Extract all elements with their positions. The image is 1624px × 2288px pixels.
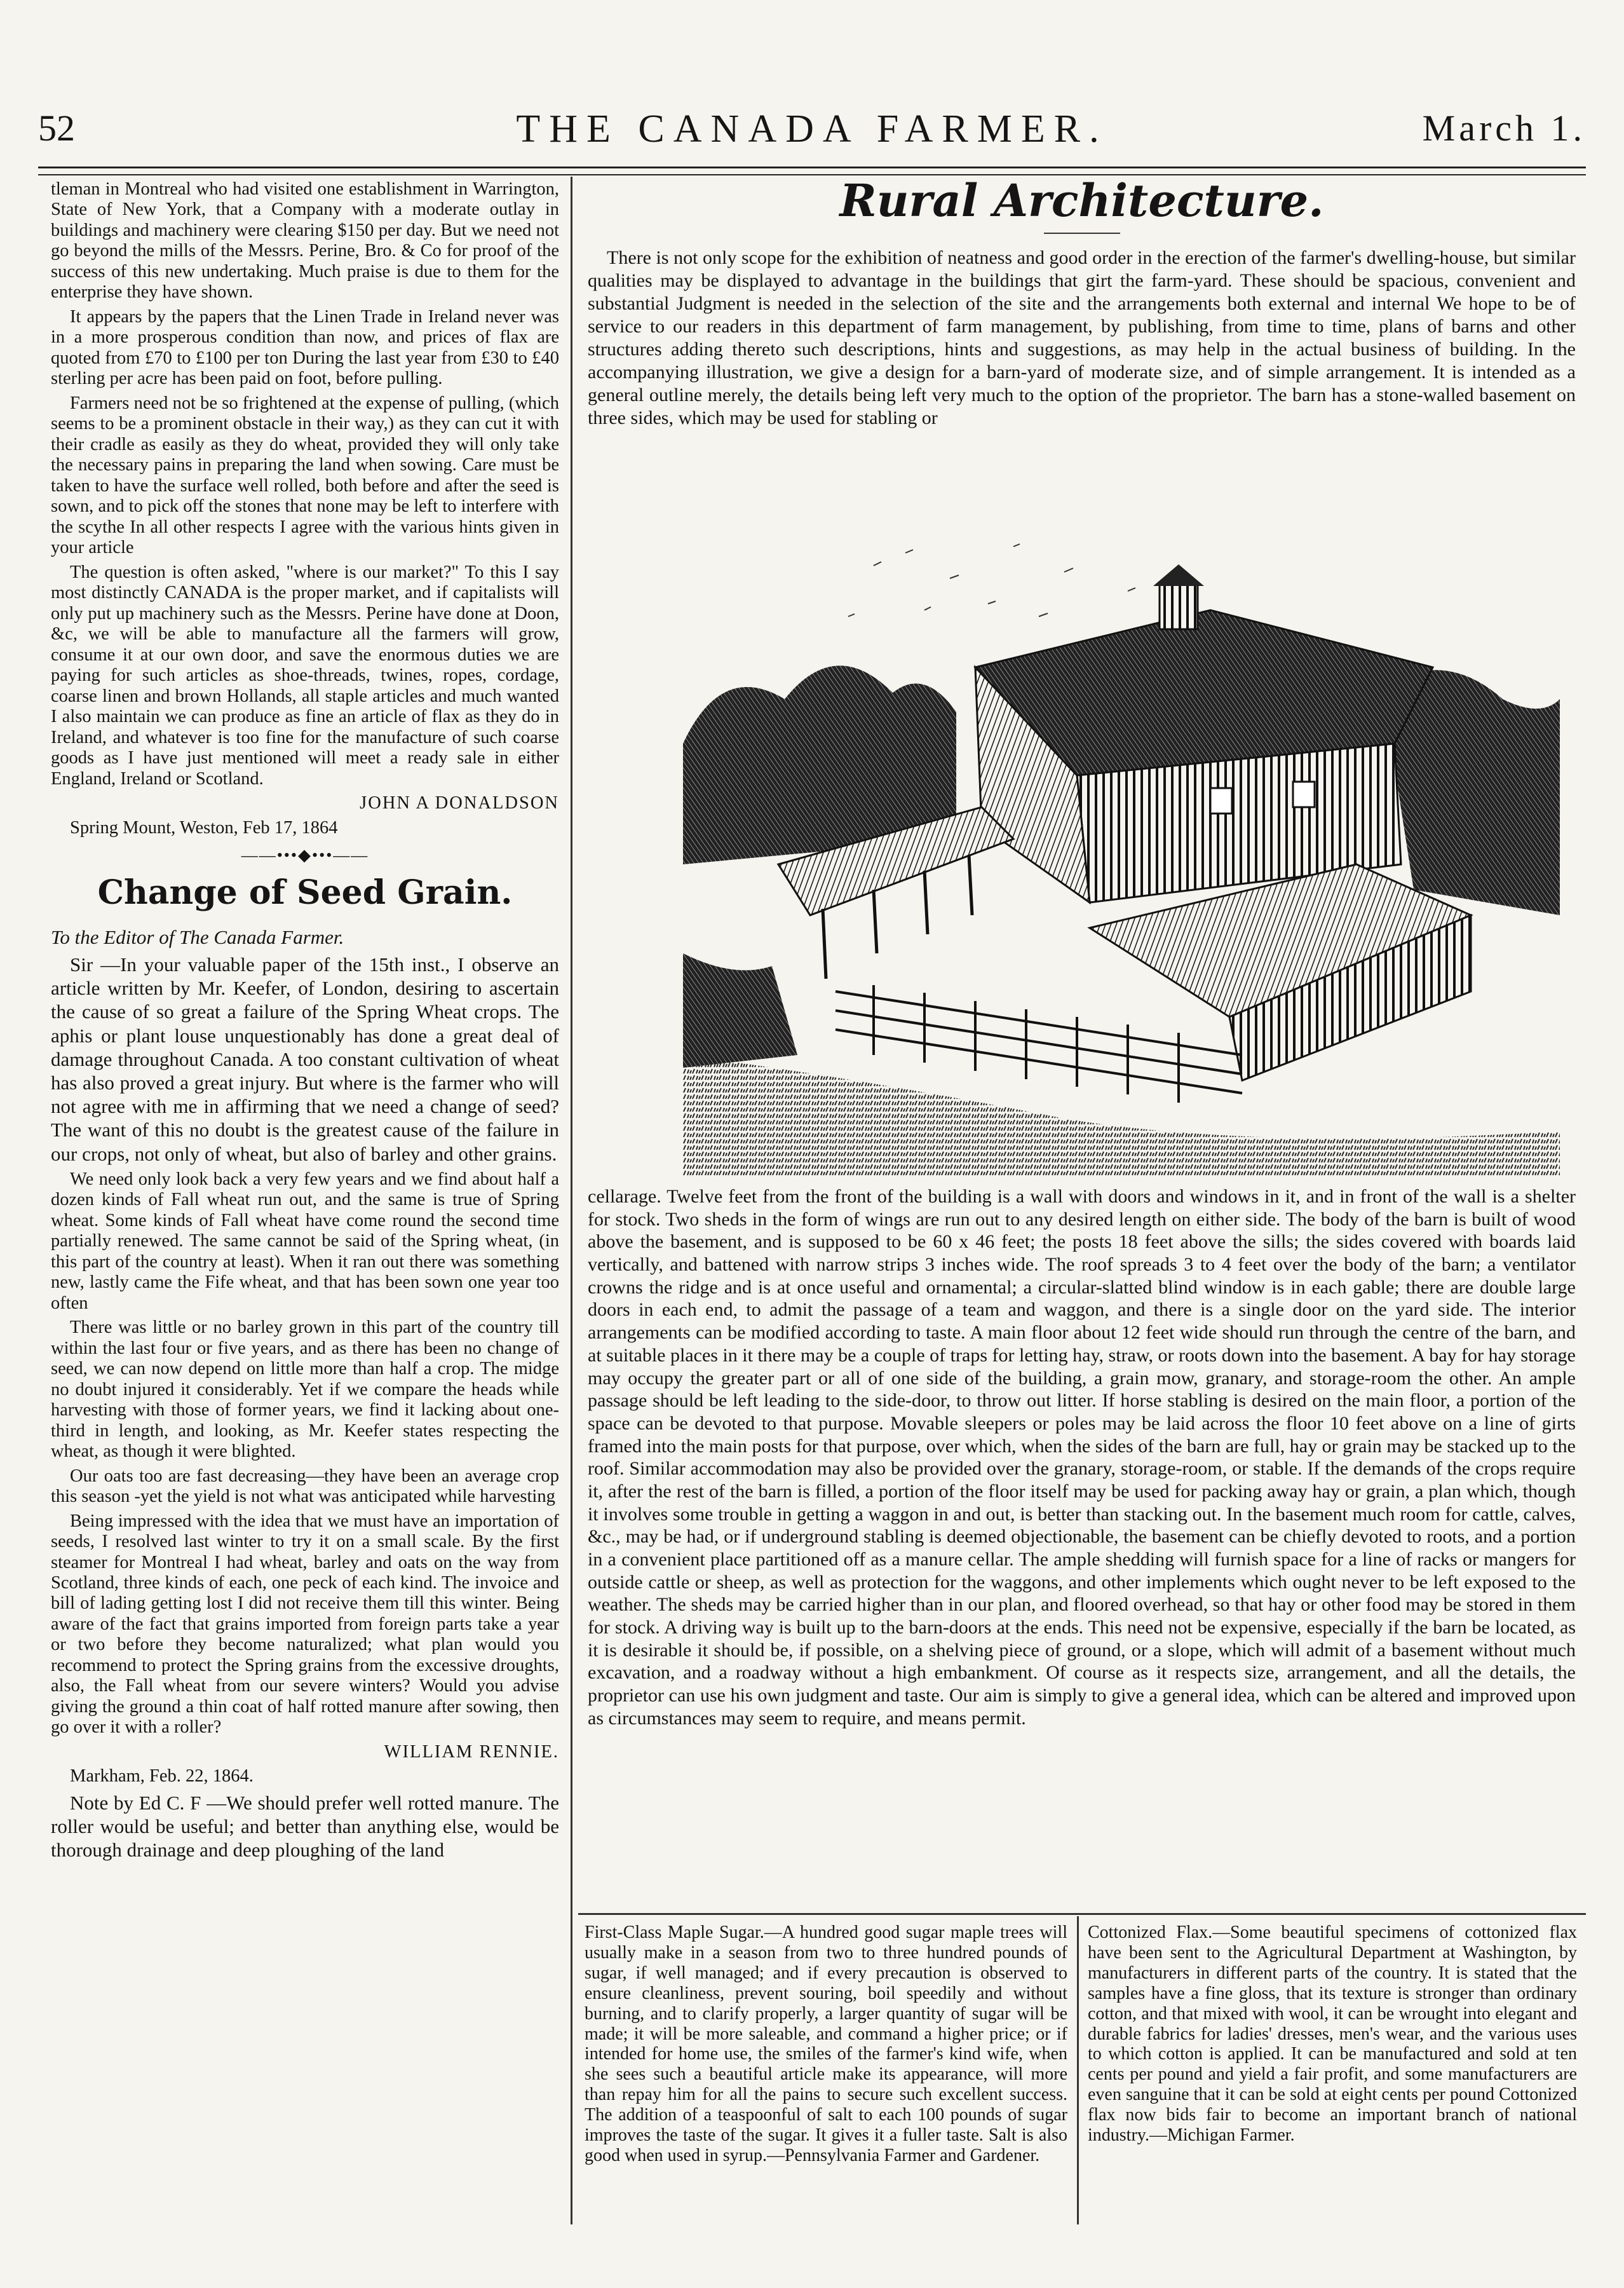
left-column — [51, 179, 559, 2257]
paragraph: We need only look back a very few years and we find about half a dozen kinds of Fall wheat run out, and the same is true of Spring wheat. Some kinds of Fall wheat have come round the second time partially renewed. The same cannot be said of the Spring wheat, (in this part of the country at least). When it ran out there was something new, lastly came the Fife wheat, and that has been sown one year too often — [51, 1169, 559, 1313]
paragraph: Note by Ed C. F —We should prefer well rotted manure. The roller would be useful; and better than anything else, would be thorough drainage and deep ploughing of the land — [51, 1791, 559, 1862]
heading-rule — [1044, 233, 1120, 234]
paragraph: Cottonized Flax.—Some beautiful specimens of cottonized flax have been sent to the Agricultural Department at Washington, by manufacturers in different parts of the country. It is stated that the samples have a fine gloss, that its texture is stronger than ordinary cotton, and that mixed with wool, it can be wrought into elegant and durable fabrics for ladies' dresses, men's wear, and the various uses to which cotton is applied. It can be manufactured and sold at ten cents per pound and yield a fair profit, and some manufacturers are even sanguine that it can be sold at eight cents per pound Cottonized flax now bids fair to become an important branch of national industry.—Michigan Farmer. — [1088, 1923, 1577, 2146]
paragraph: cellarage. Twelve feet from the front of the building is a wall with doors and windows in it, and in front of the wall is a shelter for stock. Two sheds in the form of wings are run out to any desired length on either side. The body of the barn is built of wood above the basement, and is supposed to be 60 x 46 feet; the posts 18 feet above the sills; the sides covered with boards laid vertically, and battened with narrow strips 3 inches wide. The roof spreads 3 to 4 feet over the body of the barn; a ventilator crowns the ridge and is at once useful and ornamental; a circular-slatted blind window is in each gable; there are double large doors in each end, to admit the passage of a team and waggon, and there is a single door on the yard side. The interior arrangements can be modified according to taste. A main floor about 12 feet wide should run through the centre of the barn, and at suitable places in it there may be a couple of traps for letting hay, straw, or roots down into the basement. A bay for hay storage may occupy the greater part or all of one side of the building, a grain mow, granary, and storage-room the other. An ample passage should be left leading to the side-door, to throw out litter. If horse stabling is desired on the main floor, a portion of the space can be devoted to that purpose. Movable sleepers or poles may be laid across the floor 10 feet above on a line of girts framed into the main posts for that purpose, over which, when the sides of the barn are full, hay or grain may be stacked up to the roof. Similar accommodation may also be provided over the granary, storage-room, or stable. If the demands of the crops require it, after the rest of the barn is filled, a portion of the floor itself may be used for packing away hay or grain, a plan which, though it involves some trouble in getting a waggon in and out, is better than stacking out. In the basement much room for cattle, calves, &c., may be had, or if underground stabling is deemed objectionable, the basement can be chiefly devoted to roots, and a portion in a convenient place partitioned off as a manure cellar. The ample shedding will furnish space for a line of racks or mangers for outside cattle or sheep, as well as protection for the waggons, and other implements which ought never to be left exposed to the weather. The sheds may be carried higher than in our plan, and floored overhead, so that hay or other food may be stored in them for stock. A driving way is built up to the barn-doors at the ends. This need not be expensive, especially if the barn be located, as it is desirable it should be, if possible, on a shelving piece of ground, or a slope, which will admit of a basement without much excavation, and a roadway without a high embankment. Of course as it respects size, arrangement, and all the details, the proprietor can use his own judgment and taste. Our aim is simply to give a general idea, which can be altered and improved upon as circumstances may seem to require, and means permit. — [588, 1186, 1576, 1729]
paragraph: Sir —In your valuable paper of the 15th inst., I observe an article written by Mr. Keefer, of London, desiring to ascertain the cause of so great a failure of the Spring Wheat crops. The aphis or plant louse unquestionably has done a great deal of damage throughout Canada. A too constant cultivation of wheat has also proved a great injury. But where is the farmer who will not agree with me in affirming that we need a change of seed? The want of this no doubt is the greatest cause of the failure in our crops, not only of wheat, but also of barley and other grains. — [51, 953, 559, 1165]
rural-architecture-body — [588, 1185, 1576, 1903]
bottom-section-rule — [578, 1913, 1586, 1915]
section-ornament: ——•••◆•••—— — [241, 846, 369, 865]
masthead — [38, 107, 1586, 160]
barn-illustration — [683, 508, 1560, 1176]
rural-architecture-top — [588, 175, 1576, 506]
page-number: 52 — [38, 107, 75, 149]
rennie-letter-cont — [51, 1169, 559, 1787]
article-heading: Change of Seed Grain. — [97, 873, 513, 912]
bottom-column-divider — [1077, 1916, 1079, 2224]
maple-sugar-item — [585, 1923, 1067, 2221]
rennie-letter — [51, 925, 559, 1166]
barn-window — [1210, 788, 1232, 814]
dateline: Markham, Feb. 22, 1864. — [70, 1766, 254, 1787]
foreground-plants — [683, 953, 797, 1068]
paragraph: There is not only scope for the exhibition of neatness and good order in the erection of the farmer's dwelling-house, but similar qualities may be displayed to advantage in the buildings that girt the farm-yard. These should be spacious, convenient and substantial Judgment is needed in the selection of the site and the arrangements both external and internal We hope to be of service to our readers in this department of farm management, by publishing, from time to time, plans of barns and other structures adding thereto such descriptions, hints and suggestions, as may help in the actual business of building. In the accompanying illustration, we give a design for a barn-yard of moderate size, and of simple arrangement. It is intended as a general outline merely, the details being left very much to the option of the proprietor. The barn has a stone-walled basement on three sides, which may be used for stabling or — [588, 247, 1576, 428]
paragraph: Our oats too are fast decreasing—they have been an average crop this season -yet the yield is not what was anticipated while harvesting — [51, 1466, 559, 1507]
issue-date: March 1. — [1422, 107, 1586, 149]
paragraph: It appears by the papers that the Linen Trade in Ireland never was in a more prosperous condition than now, and prices of flax are quoted from £70 to £100 per ton During the last year from £30 to £40 sterling per acre has been paid on foot, before pulling. — [51, 306, 559, 389]
rail-fence — [836, 985, 1242, 1103]
sky-hatching — [848, 544, 1135, 616]
signature: WILLIAM RENNIE. — [384, 1741, 559, 1762]
cottonized-flax-item — [1088, 1923, 1577, 2221]
paragraph: Farmers need not be so frightened at the expense of pulling, (which seems to be a prominent obstacle in their way,) as they can cut it with their cradle as easily as they do wheat, provided they will only take the necessary pains in preparing the land when sowing. Care must be taken to have the surface well rolled, both before and after the seed is sown, and to pick off the stones that none may be left to interfere with the scythe In all other respects I agree with the various hints given in your article — [51, 393, 559, 558]
ventilator-cupola — [1153, 564, 1204, 629]
paragraph: First-Class Maple Sugar.—A hundred good sugar maple trees will usually make in a season from two to three hundred pounds of sugar, if well managed; and if every precaution is observed to ensure cleanliness, prevent souring, boil speedily and without burning, and to clarify properly, a larger quantity of sugar will be made; it will be more saleable, and command a higher price; or if intended for home use, the smiles of the farmer's kind wife, when she sees such a beautiful article make its appearance, will more than repay him for all the pains to secure such excellent success. The addition of a teaspoonful of salt to each 100 pounds of sugar improves the taste of the sugar. It gives it a fuller taste. Salt is also good when used in syrup.—Pennsylvania Farmer and Gardener. — [585, 1923, 1067, 2165]
paragraph: Being impressed with the idea that we must have an importation of seeds, I resolved last winter to try it on a small scale. By the first steamer for Montreal I had wheat, barley and oats on the way from Scotland, three kinds of each, one peck of each kind. The invoice and bill of lading getting lost I did not receive them till this winter. Being aware of the fact that grains imported from foreign parts take a year or two before they become naturalized; what plan would you recommend to protect the Spring grains from the excessive droughts, also, the Fall wheat from our severe winters? Would you advise giving the ground a thin coat of half rotted manure after sowing, then go over it with a roller? — [51, 1511, 559, 1738]
paragraph: There was little or no barley grown in this part of the country till within the last four or five years, and as there has been no change of seed, we can now depend on little more than half a crop. The midge no doubt injured it considerably. Yet if we compare the heads while harvesting with those of former years, we find it lacking about one-third in length, and looking, as Mr. Keefer states respecting the wheat, as though it were blighted. — [51, 1318, 559, 1462]
barn-window — [1293, 782, 1315, 807]
salutation: To the Editor of The Canada Farmer. — [51, 925, 344, 948]
signature: JOHN A DONALDSON — [360, 793, 559, 814]
masthead-rule — [38, 167, 1586, 175]
editor-note — [51, 1791, 559, 1862]
column-divider-left — [571, 177, 572, 2224]
paragraph: tleman in Montreal who had visited one establishment in Warrington, State of New York, that a Company with a moderate outlay in buildings and machinery were clearing $150 per day. But we need not go beyond the mills of the Messrs. Perine, Bro. & Co for proof of the success of this new undertaking. Much praise is due to them for the enterprise they have shown. — [51, 179, 559, 303]
newspaper-title: THE CANADA FARMER. — [516, 107, 1108, 151]
dateline: Spring Mount, Weston, Feb 17, 1864 — [70, 817, 338, 838]
article-heading: Rural Architecture. — [839, 175, 1324, 227]
paragraph: The question is often asked, "where is our market?" To this I say most distinctly CANADA is the proper market, and if capitalists will only put up machinery such as the Messrs. Perine have done at Doon, &c, we will be able to manufacture all the farmers will grow, consume it at our own door, and save the enormous duties we are paying for such articles as shoe-threads, twines, ropes, cordage, coarse linen and brown Hollands, all staple articles and much wanted I also maintain we can produce as fine an article of flax as they do in Ireland, and whatever is too fine for the manufacture of such coarse goods as I have just mentioned will meet a ready sale in either England, Ireland or Scotland. — [51, 562, 559, 789]
donaldson-letter — [51, 179, 559, 838]
